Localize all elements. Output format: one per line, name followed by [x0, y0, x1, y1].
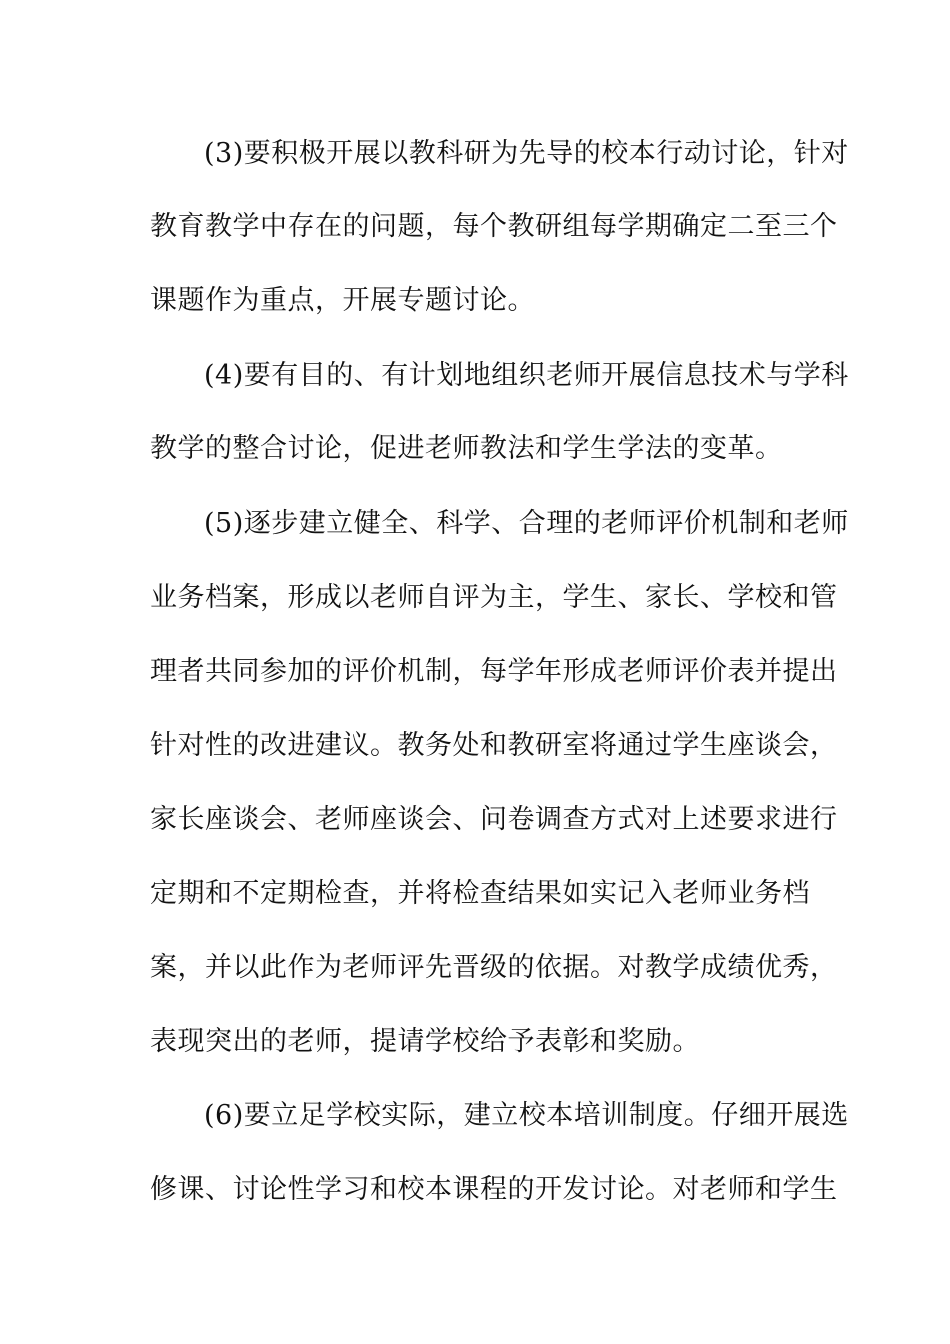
paragraph-4-line-1: (4)要有目的、有计划地组织老师开展信息技术与学科 [204, 360, 849, 391]
paragraph-5-line-8: 表现突出的老师，提请学校给予表彰和奖励。 [150, 1026, 700, 1057]
paragraph-5-line-2: 业务档案，形成以老师自评为主，学生、家长、学校和管 [150, 582, 838, 613]
paragraph-5-line-1: (5)逐步建立健全、科学、合理的老师评价机制和老师 [204, 508, 849, 539]
paragraph-5-line-7: 案，并以此作为老师评先晋级的依据。对教学成绩优秀， [150, 952, 838, 983]
paragraph-6-line-2: 修课、讨论性学习和校本课程的开发讨论。对老师和学生 [150, 1174, 838, 1205]
paragraph-5-line-3: 理者共同参加的评价机制，每学年形成老师评价表并提出 [150, 656, 838, 687]
paragraph-5-line-6: 定期和不定期检查，并将检查结果如实记入老师业务档 [150, 878, 810, 909]
paragraph-5-line-4: 针对性的改进建议。教务处和教研室将通过学生座谈会， [150, 730, 838, 761]
paragraph-3-line-1: (3)要积极开展以教科研为先导的校本行动讨论，针对 [204, 138, 849, 169]
paragraph-6-line-1: (6)要立足学校实际，建立校本培训制度。仔细开展选 [204, 1100, 849, 1131]
paragraph-4-line-2: 教学的整合讨论，促进老师教法和学生学法的变革。 [150, 433, 783, 464]
paragraph-5-line-5: 家长座谈会、老师座谈会、问卷调查方式对上述要求进行 [150, 804, 838, 835]
paragraph-3-line-2: 教育教学中存在的问题，每个教研组每学期确定二至三个 [150, 211, 838, 242]
paragraph-3-line-3: 课题作为重点，开展专题讨论。 [150, 285, 535, 316]
